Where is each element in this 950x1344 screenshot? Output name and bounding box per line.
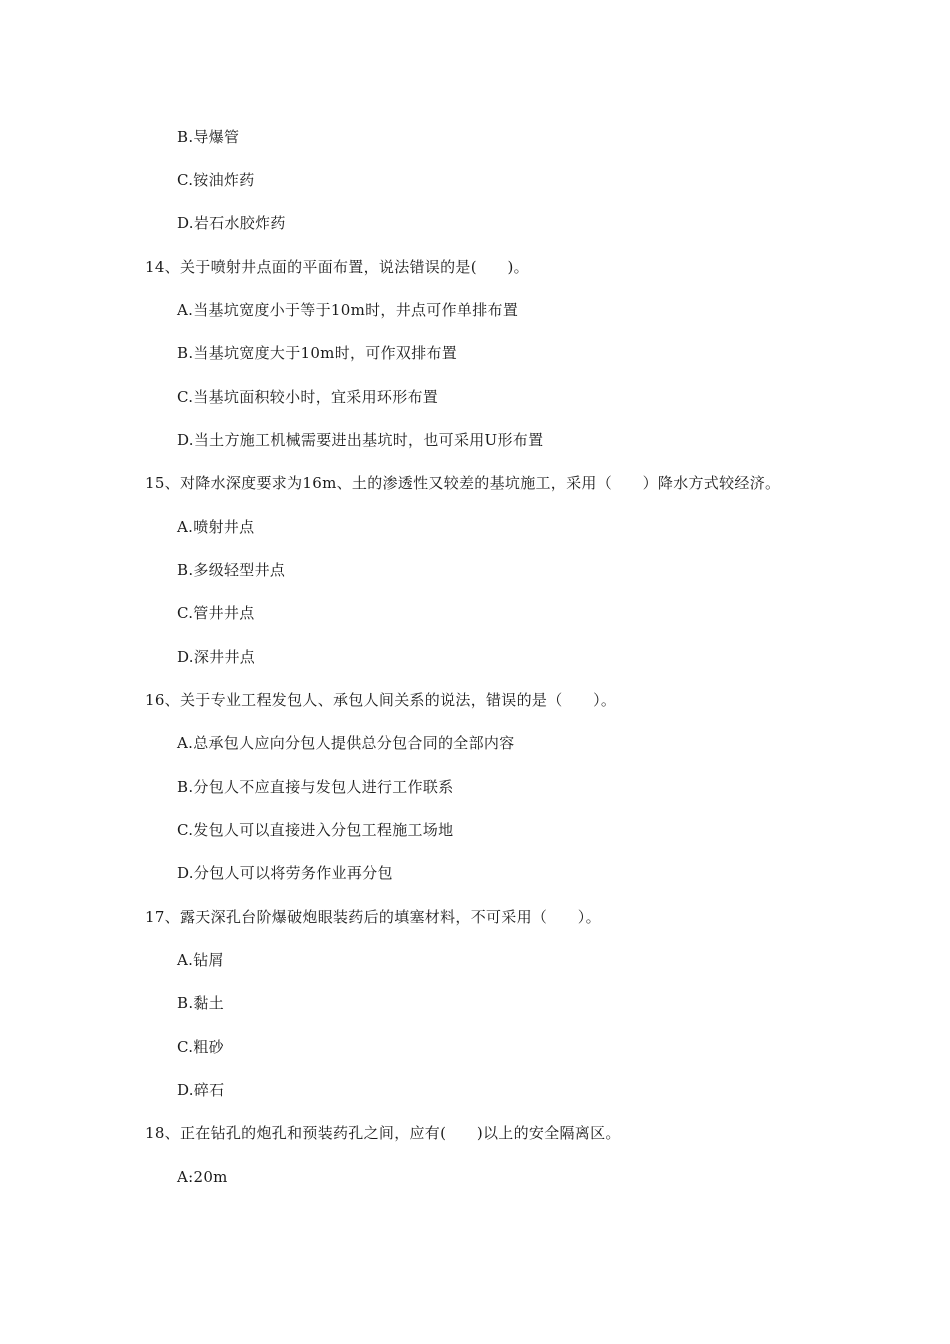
question-16-option-b: B.分包人不应直接与发包人进行工作联系 [177,778,454,796]
question-14-option-c: C.当基坑面积较小时，宜采用环形布置 [177,388,439,406]
question-17-option-c: C.粗砂 [177,1038,224,1056]
question-14-option-d: D.当土方施工机械需要进出基坑时，也可采用U形布置 [177,431,544,449]
question-16-option-d: D.分包人可以将劳务作业再分包 [177,864,393,882]
question-17-option-d: D.碎石 [177,1081,225,1099]
question-15: 15、对降水深度要求为16m、土的渗透性又较差的基坑施工，采用（ ）降水方式较经济。 [145,474,781,492]
question-15-option-d: D.深井井点 [177,648,256,666]
question-17: 17、露天深孔台阶爆破炮眼装药后的填塞材料，不可采用（ ）。 [145,908,601,926]
question-14-option-a: A.当基坑宽度小于等于10m时，井点可作单排布置 [177,301,519,319]
question-16: 16、关于专业工程发包人、承包人间关系的说法，错误的是（ ）。 [145,691,617,709]
question-16-option-a: A.总承包人应向分包人提供总分包合同的全部内容 [177,734,515,752]
option-c-anfo: C.铵油炸药 [177,171,255,189]
question-18: 18、正在钻孔的炮孔和预装药孔之间，应有( )以上的安全隔离区。 [145,1124,621,1142]
question-18-option-a: A:20m [177,1168,228,1186]
option-b-detonating-tube: B.导爆管 [177,128,240,146]
question-14: 14、关于喷射井点面的平面布置，说法错误的是( )。 [145,258,529,276]
question-17-option-b: B.黏土 [177,994,224,1012]
option-d-rock-water-gel: D.岩石水胶炸药 [177,214,286,232]
question-14-option-b: B.当基坑宽度大于10m时，可作双排布置 [177,344,458,362]
question-15-option-c: C.管井井点 [177,604,255,622]
question-16-option-c: C.发包人可以直接进入分包工程施工场地 [177,821,454,839]
question-17-option-a: A.钻屑 [177,951,224,969]
question-15-option-b: B.多级轻型井点 [177,561,286,579]
question-15-option-a: A.喷射井点 [177,518,255,536]
